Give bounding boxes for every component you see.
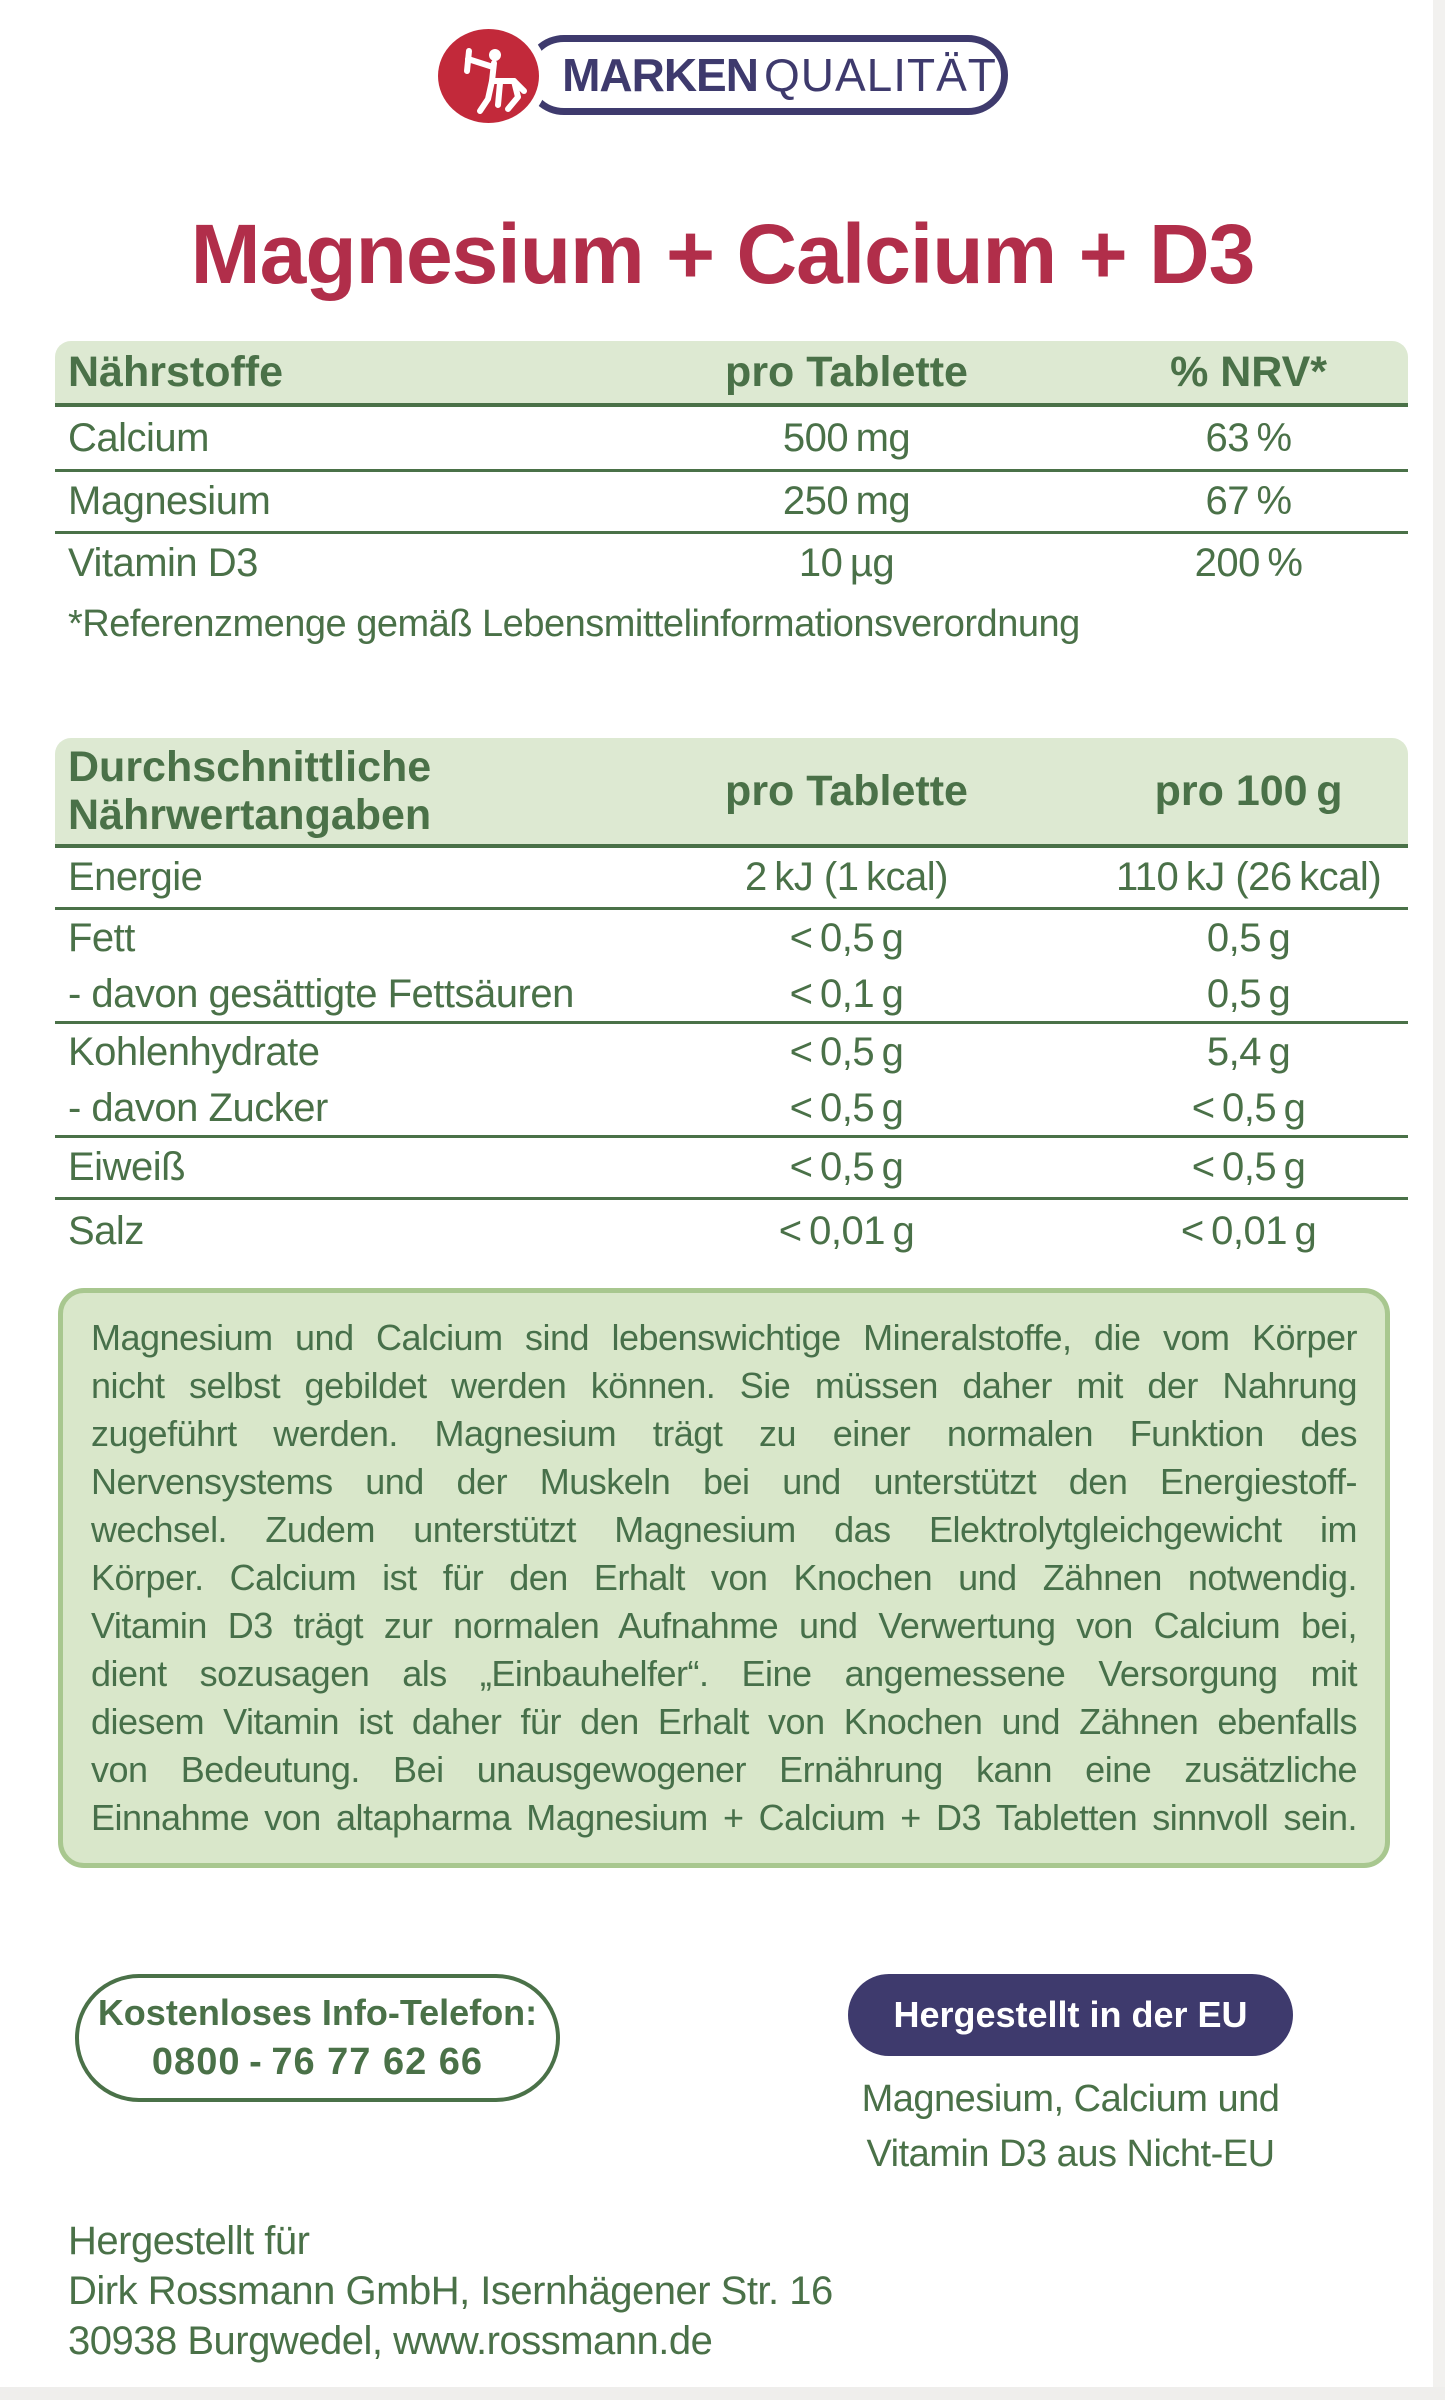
nutrition-per-100g: 0,5 g	[1206, 916, 1291, 960]
table-row	[55, 407, 1408, 469]
nutrition-name: Eiweiß	[68, 1145, 186, 1189]
nutrition-per-tablet: < 0,1 g	[789, 971, 904, 1016]
origin-note: Magnesium, Calcium und Vitamin D3 aus Nicht-EU	[861, 2078, 1280, 2175]
made-in-eu-badge: Hergestellt in der EU	[848, 1974, 1293, 2056]
nutrient-amount: 250 mg	[782, 479, 911, 523]
nutrition-per-100g: < 0,5 g	[1191, 1085, 1306, 1130]
header-per-tablet: pro Tablette	[725, 347, 968, 396]
scan-edge-bottom	[0, 2387, 1445, 2400]
manufacturer-city-web: 30938 Burgwedel, www.rossmann.de	[68, 2319, 713, 2363]
table-row	[55, 910, 1408, 967]
table-row	[55, 1081, 1408, 1138]
rossmann-markenqualitaet-logo	[438, 29, 1008, 123]
header-per-100g: pro 100 g	[1154, 766, 1343, 815]
header-avg-nutrition: Durchschnittliche Nährwertangaben	[68, 743, 432, 839]
nutrient-table-header	[55, 341, 1408, 407]
nutrition-name: Kohlenhydrate	[68, 1030, 320, 1074]
phone-number: 0800 - 76 77 62 66	[151, 2041, 484, 2083]
nutrition-name: Energie	[68, 855, 203, 899]
nutrition-per-tablet: < 0,01 g	[778, 1208, 915, 1253]
nutrient-amount: 500 mg	[782, 415, 911, 460]
nutrition-name: Salz	[68, 1208, 144, 1253]
origin-column	[848, 1974, 1293, 2182]
nutrition-name: - davon gesättigte Fettsäuren	[68, 971, 574, 1016]
table-row	[55, 469, 1408, 531]
nutrient-name: Calcium	[68, 415, 209, 460]
header-per-tablet: pro Tablette	[725, 766, 968, 815]
header-nrv: % NRV*	[1170, 347, 1328, 396]
table-row	[55, 848, 1408, 910]
rossmann-centaur-icon	[438, 29, 539, 123]
nutrition-per-tablet: < 0,5 g	[789, 1030, 904, 1074]
nutrition-per-tablet: < 0,5 g	[789, 1085, 904, 1130]
nutrient-name: Vitamin D3	[68, 541, 258, 585]
nutrition-per-100g: 5,4 g	[1206, 1030, 1291, 1074]
info-phone-box	[75, 1974, 560, 2102]
table-row	[55, 967, 1408, 1024]
nutrition-per-tablet: < 0,5 g	[789, 916, 904, 960]
logo-pill	[524, 35, 1008, 115]
nutrition-table-header	[55, 738, 1408, 848]
nutrition-per-100g: 0,5 g	[1206, 971, 1291, 1016]
product-description-box: Magnesium und Calcium sind lebenswichtige Mineralstoffe, die vom Körper nicht selbst gebildet werden können. Sie müssen daher mit der Nahrung zugeführt werden. Magnesium trägt zu einer normalen Funktion des Nervensystems und der Muskeln bei und unterstützt den Energiestoff- wechsel. Zudem unterstützt Magnesium das Elektrolytgleichgewicht im Körper. Calcium ist für den Erhalt von Knochen und Zähnen notwendig. Vitamin D3 trägt zur normalen Aufnahme und Verwertung von Calcium bei, dient sozusagen als „Einbauhelfer“. Eine angemessene Versorgung mit diesem Vitamin ist daher für den Erhalt von Knochen und Zähnen ebenfalls von Bedeutung. Bei unausgewogener Ernährung kann eine zusätzliche Einnahme von altapharma Magnesium + Calcium + D3 Tabletten sinnvoll sein.	[58, 1288, 1390, 1868]
table-row	[55, 1024, 1408, 1081]
manufactured-for-label: Hergestellt für	[68, 2219, 310, 2263]
scan-edge-right	[1433, 0, 1445, 2400]
nutrient-nrv: 63 %	[1205, 415, 1292, 460]
nutrition-per-100g: < 0,01 g	[1180, 1208, 1317, 1253]
nutrient-amount: 10 µg	[798, 541, 895, 585]
manufacturer-name-street: Dirk Rossmann GmbH, Isernhägener Str. 16	[68, 2269, 833, 2313]
nutrient-table	[55, 341, 1408, 593]
nutrient-nrv: 67 %	[1205, 479, 1292, 523]
nutrient-name: Magnesium	[68, 479, 271, 523]
table-row	[55, 1138, 1408, 1200]
nrv-footnote: *Referenzmenge gemäß Lebensmittelinformationsverordnung	[68, 603, 1080, 645]
nutrition-per-tablet: < 0,5 g	[789, 1145, 904, 1189]
table-row	[55, 1200, 1408, 1262]
bottom-row	[55, 1974, 1390, 2182]
header-nutrients: Nährstoffe	[68, 347, 284, 396]
logo-text-qualitaet: QUALITÄT	[763, 49, 997, 101]
nutrition-name: - davon Zucker	[68, 1085, 328, 1130]
manufacturer-address	[68, 2216, 1445, 2366]
table-row	[55, 531, 1408, 593]
nutrition-per-tablet: 2 kJ (1 kcal)	[745, 855, 948, 899]
phone-label: Kostenloses Info-Telefon:	[97, 1992, 538, 2033]
nutrition-per-100g: < 0,5 g	[1191, 1145, 1306, 1189]
nutrient-nrv: 200 %	[1194, 541, 1303, 585]
nutrition-per-100g: 110 kJ (26 kcal)	[1115, 855, 1382, 899]
page-title: Magnesium + Calcium + D3	[190, 207, 1255, 301]
logo-text-marken: MARKEN	[562, 49, 758, 101]
nutrition-name: Fett	[68, 916, 135, 960]
nutrition-table	[55, 738, 1408, 1262]
